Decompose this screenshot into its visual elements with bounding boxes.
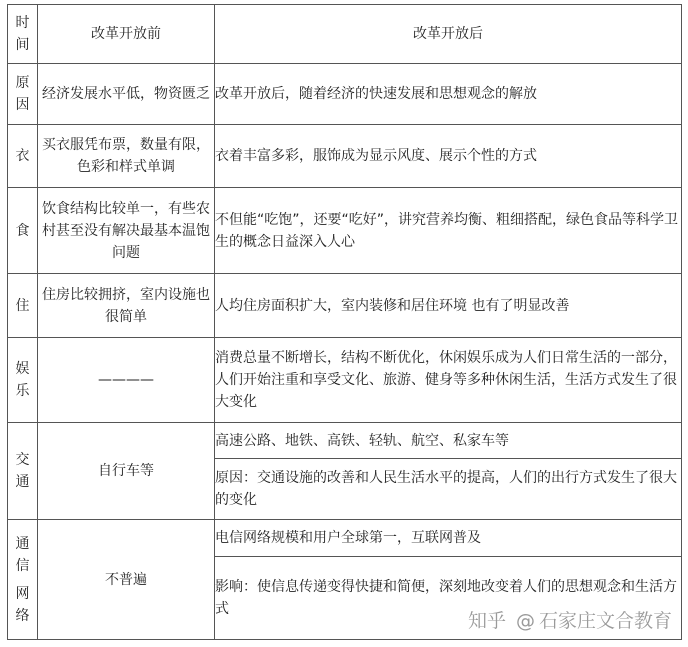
watermark-account: 石家庄文合教育 xyxy=(538,610,672,632)
row-label: 住 xyxy=(8,274,38,338)
before-cell: ———— xyxy=(38,338,215,423)
before-cell: 不普遍 xyxy=(38,520,215,640)
row-label: 交 通 xyxy=(8,423,38,520)
table-row xyxy=(8,423,682,459)
row-label: 娱 乐 xyxy=(8,338,38,423)
before-cell: 经济发展水平低，物资匮乏 xyxy=(38,64,215,125)
row-label: 食 xyxy=(8,188,38,274)
table-row xyxy=(8,520,682,557)
table-row xyxy=(8,274,682,338)
row-label: 衣 xyxy=(8,125,38,188)
table-row xyxy=(8,188,682,274)
table-row xyxy=(8,125,682,188)
after-cell: 衣着丰富多彩，服饰成为显示风度、展示个性的方式 xyxy=(215,125,682,188)
before-cell: 住房比较拥挤，室内设施也很简单 xyxy=(38,274,215,338)
after-cell-reason: 原因：交通设施的改善和人民生活水平的提高，人们的出行方式发生了很大的变化 xyxy=(215,459,682,520)
before-cell: 饮食结构比较单一，有些农村甚至没有解决最基本温饱问题 xyxy=(38,188,215,274)
after-cell: 高速公路、地铁、高铁、轻轨、航空、私家车等 xyxy=(215,423,682,459)
after-cell: 人均住房面积扩大，室内装修和居住环境 也有了明显改善 xyxy=(215,274,682,338)
comparison-table xyxy=(7,4,682,640)
header-before: 改革开放前 xyxy=(38,5,215,64)
header-row xyxy=(8,5,682,64)
after-cell-impact: 影响：使信息传递变得快捷和简便，深刻地改变着人们的思想观念和生活方式 xyxy=(215,557,682,640)
header-after: 改革开放后 xyxy=(215,5,682,64)
after-cell: 消费总量不断增长，结构不断优化，休闲娱乐成为人们日常生活的一部分，人们开始注重和享受文化、旅游、健身等多种休闲生活，生活方式发生了很大变化 xyxy=(215,338,682,423)
after-cell: 改革开放后，随着经济的快速发展和思想观念的解放 xyxy=(215,64,682,125)
after-cell: 不但能“吃饱”，还要“吃好”，讲究营养均衡、粗细搭配，绿色食品等科学卫生的概念日益深入人心 xyxy=(215,188,682,274)
watermark xyxy=(468,606,672,633)
table-row xyxy=(8,64,682,125)
header-time: 时 间 xyxy=(8,5,38,64)
before-cell: 自行车等 xyxy=(38,423,215,520)
at-sign: @ xyxy=(515,610,535,632)
before-cell: 买衣服凭布票，数量有限，色彩和样式单调 xyxy=(38,125,215,188)
zhihu-logo: 知乎 xyxy=(467,610,506,632)
row-label: 通 信 网 络 xyxy=(8,520,38,640)
row-label: 原 因 xyxy=(8,64,38,125)
table-row xyxy=(8,338,682,423)
after-cell: 电信网络规模和用户全球第一，互联网普及 xyxy=(215,520,682,557)
